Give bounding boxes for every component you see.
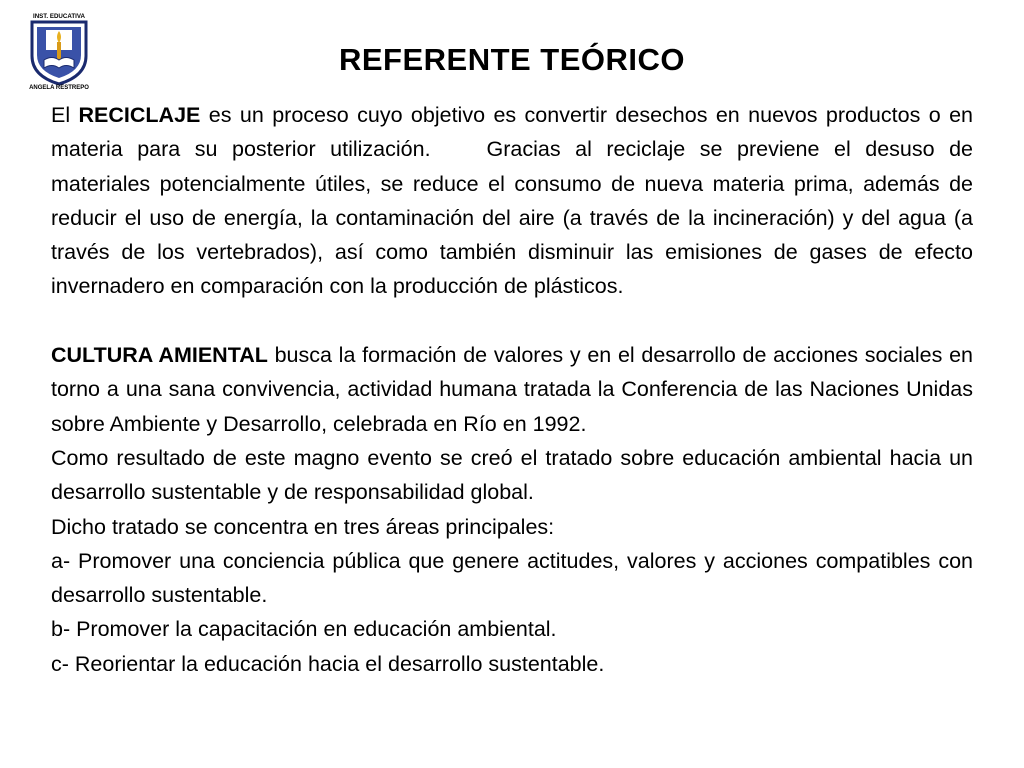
- paragraph-recycling: [51, 98, 973, 304]
- recycling-benefits: Gracias al reciclaje se previene el desuso de materiales potencialmente útiles, se reduce el consumo de nueva materia prima, además de reducir el uso de energía, la contaminación del aire (a través de la incineración) y del agua (a través de los vertebrados), así como también disminuir las emisiones de gases de efecto invernadero en comparación con la producción de plásticos.: [51, 137, 974, 299]
- paragraph-treaty: Como resultado de este magno evento se creó el tratado sobre educación ambiental hacia un desarrollo sustentable y de responsabilidad global.: [51, 445, 973, 505]
- logo-top-text: INST. EDUCATIVA: [32, 13, 86, 20]
- recycling-intro: El: [51, 103, 79, 127]
- logo-bottom-text: ANGELA RESTREPO: [29, 85, 89, 90]
- page-title: REFERENTE TEÓRICO: [338, 42, 686, 77]
- recycling-definition: es un proceso cuyo objetivo es convertir desechos en nuevos productos o en materia para su posterior utilización.: [51, 103, 973, 162]
- paragraph-environmental-culture: [51, 338, 973, 441]
- list-item-c: c- Reorientar la educación hacia el desarrollo sustentable.: [51, 651, 605, 676]
- list-item-b: b- Promover la capacitación en educación ambiental.: [51, 617, 557, 642]
- body-text: [51, 98, 973, 681]
- environmental-culture-text: busca la formación de valores y en el desarrollo de acciones sociales en torno a una sana convivencia, actividad humana tratada la Conferencia de las Naciones Unidas sobre Ambiente y Desarrollo, celebrada en Río en 1992.: [51, 343, 973, 436]
- recycling-term: RECICLAJE: [78, 103, 201, 127]
- environmental-culture-term: CULTURA AMIENTAL: [51, 343, 268, 368]
- list-item-a: a- Promover una conciencia pública que genere actitudes, valores y acciones compatibles con desarrollo sustentable.: [51, 548, 973, 608]
- paragraph-areas-intro: Dicho tratado se concentra en tres áreas principales:: [51, 514, 555, 539]
